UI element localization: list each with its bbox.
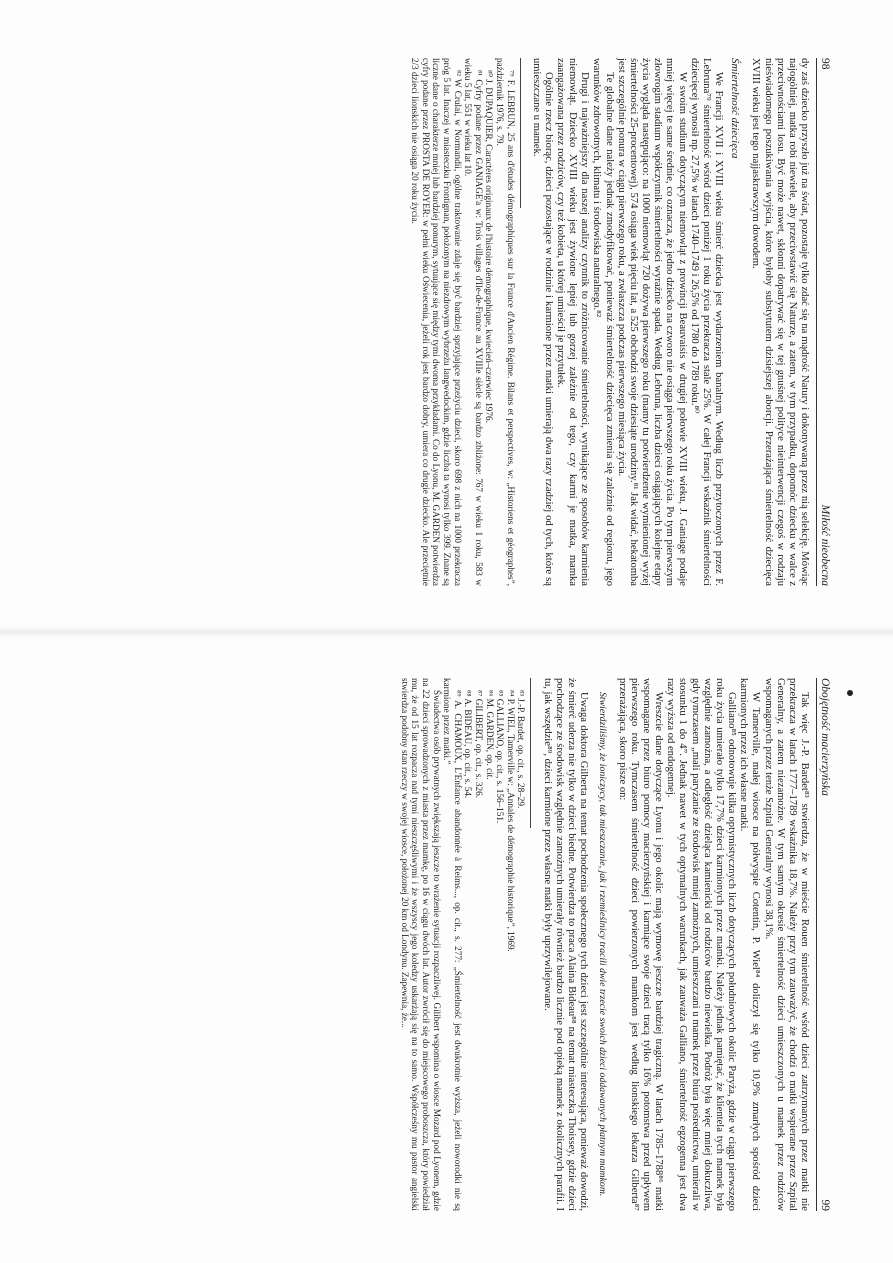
right-page (0, 632, 893, 1263)
paragraph: Uwaga doktora Gilberta na temat pochodzenia społecznego tych dzieci jest szczególnie interesująca, ponieważ dowodzi, że śmierć uderza nie tylko w dzieci biedne. Potwierdza to praca Alaina Bideau⁸⁸ na temat miasteczka Thoissey, gdzie dzieci pochodzące ze środowisk względnie zamożnych umierały również bardzo licznie pod opieką mamek z okolicznych parafii. I tu, jak wszędzie⁸⁹, dzieci karmione przez własne matki były uprzywilejowane. (541, 678, 589, 1211)
paragraph: W Tamerville, małej wiosce na półwyspie Cotentin, P. Wiel⁸⁴ doliczył się tylko 10,9% zmarłych spośród dzieci karmionych przez ich własne matki. (738, 678, 762, 1211)
left-footnotes (410, 58, 516, 586)
block-quote: Stwierdziliśmy, że ioniczycy, tak mieszczanie, jak i rzemieślnicy tracili dwie trzecie swoich dzieci oddawanych płatnym mamkom. (597, 692, 609, 1197)
paragraph: We Francji XVII i XVIII wieku śmierć dziecka jest wydarzeniem banalnym. Według liczb przytoczonych przez F. Lebruna⁷⁹ śmiertelność wśród dzieci poniżej 1 roku życia przekracza stale 25%. W całej Francji wskaźnik śmiertelności dziecięcej wynosił np. 27,5% w latach 1740–1749 i 26,5% od 1780 do 1789 roku.⁸⁰ (688, 58, 725, 586)
paragraph: Drugi i najważniejszy dla naszej analizy czynnik to zróżnicowanie śmiertelności, wynikające ze sposobów karmienia niemowląt. Dziecko XVIII wieku jest żywione lepiej lub gorzej zależnie od tego, czy karmi je matka, mamka zaangażowana przez rodziców, czy też kobieta, u której umieścił je przytułek. (555, 58, 591, 586)
footnote: ⁸⁴ P. WIEL, Tamerville w: „Annales de démographie historique”, 1969. (505, 690, 516, 952)
footnote: Świadectwa osób prywatnych zwiększają jeszcze to wrażenie sytuacji rozpaczliwej. Gilibert wspomina o wiosce Mozard pod Lyonem, gdzie na 22 dzieci sprowadzonych z miasta przez mamkę, po 16 w ciągu dwóch lat. Autor zwrócił się do miejscowego proboszcza, który powiedział mu, że od 15 lat rozpacza nad tymi nieszczęśliwymi i że wszyscy jego koledzy uskarżają się na to samo. Współcześny mu pastor angielski stwierdza podobny stan rzeczy w swojej wiosce, położonej 20 km od Londynu. Zapewnia, że... (399, 678, 442, 1211)
footnote: ⁸² W Crulai, w Normandii, ogólne traktowanie zdaje się być bardziej sprzyjające przeżyciu dzieci, skoro 698 z nich na 1000 przekracza próg 5 lat. Inaczej w miasteczku Frontignan, położonym na niezdrowym wybrzeżu langwedockim, gdzie liczba ta wynosi tylko 399. Znane są liczne dane o charakterze mniej lub bardziej ponurym, sytuujące się między tymi dwoma przykładami. Co do Lyonu, M. GARDEN potwierdza cyfry podane przez PROSTA DE ROYER: w pełni wieku Oświecenia, jeżeli rok jest bardzo dobry, umiera co drugie dziecko. Ale przeciętnie 2/3 dzieci lionskich nie osiąga 20 roku życia. (410, 58, 463, 586)
footnote: ⁸⁹ A. CHAMOUX, L'Enfance abandonnée à Reims..., op. cit., s. 277: „Śmiertelność jest dwukrotnie wyższa, jeżeli noworodki nie są karmione przez matki.” (442, 678, 463, 1211)
footnote: ⁸⁵ GALLIANO, op. cit., s. 156–151. (495, 690, 506, 824)
left-running-header (816, 58, 831, 586)
footnote-divider (520, 58, 521, 208)
footnote: ⁸⁰ J. DUPAQUIER, Caractères originaux de l'histoire démographique, kwiecień–czerwiec 1976. (484, 70, 495, 423)
paragraph: Galliano⁸⁵ odnotowuje kilka optymistycznych liczb dotyczących południowych okolic Paryża, gdzie w ciągu pierwszego roku życia umierało tylko 17,7% dzieci karmionych przez mamki. Należy jednak pamiętać, że klientela tych mamek była względnie zamożna, a odległość dzieląca kamienicki od rodziców bardzo niewielka. Podróż była więc mniej dokuczliwa, gdy tymczasem „mali paryżanie ze środowisk mniej zamożnych, umieszczani u mamek przez biura pośrednictwa, umierali w stosunku 1 do 4”. Jednak nawet w tych optymalnych warunkach, jak zauważa Galliano, śmiertelność egzogenna jest dwa razy wyższa od endogennej. (665, 678, 738, 1211)
footnote: ⁸⁶ M. GARDEN, op. cit. (484, 690, 495, 780)
footnote: ⁸⁸ A. BIDEAU, op. cit., s. 54. (463, 690, 474, 799)
right-body-text (540, 678, 810, 1211)
paragraph: Wreszcie dane dotyczące Lyonu i jego okolic mają wymowę jeszcze bardziej tragiczną. W latach 1785–1788⁸⁶ matki wspomagane przez biuro pomocy macierzyńskiej i karmiące swoje dzieci tracą tylko 16% potomstwa przed upływem pierwszego roku. Tymczasem śmiertelność dzieci powierzonych mamkom jest według lionskiego lekarza Gilberta⁸⁷ przerażająca, skoro pisze on: (616, 678, 665, 1211)
footnote-divider (530, 678, 531, 828)
footnote: ⁸³ J.-P. Bardet, op. cit., s. 28–29. (516, 690, 527, 809)
right-running-title: Obojętność macierzyńska (819, 678, 831, 796)
paragraph: Tak więc J.-P. Bardet⁸³ stwierdza, że w mieście Rouen śmiertelność wśród dzieci zatrzymanych przez matki nie przekracza w latach 1777–1789 wskaźnika 18,7%. Należy przy tym zauważyć, że chodzi o matki wspierane przez Szpital Generalny, a zatem niezamożne. W tym samym okresie śmiertelność dzieci umieszczonych u mamek przez rodziców wspomaganych przez tenże Szpital Generalny wynosi 38,1%. (762, 678, 810, 1211)
paragraph: Te globalne dane należy jednak zmodyfikować, ponieważ śmiertelność dziecięca zmienia się zależnie od regionu, jego warunków zdrowotnych, klimatu i środowiska naturalnego.⁸² (591, 58, 615, 586)
section-heading: Śmiertelność dziecięca (729, 58, 742, 159)
paragraph: dy zaś dziecko przyszło już na świat, pozostaje tylko zdać się na mądrość Natury i dokonywaną przez nią selekcję. Mówiąc najogólniej, matka robi niewiele, aby przeciwstawić się Naturze, a zatem, w tym przypadku, dopomóc dziecku w walce z przeciwnościami losu. Być może nawet, skłonni dopatrywać się w tej gnuśnej polityce nieinterwencji czegoś w rodzaju nieświadomego poszukiwania wyjścia, które byłoby substytutem dzisiejszej aborcji. Przerażająca śmiertelność dziecięca XVIII wieku jest tego najjaskrawszym dowodem. (750, 58, 810, 586)
right-running-header (816, 678, 831, 1211)
left-running-title: Miłość nieobecna (819, 504, 831, 586)
footnote: ⁸¹ Cyfry podane przez GANIAGE'a w: Trois villages d'Ile-de-France au XVIIIe siècle są bardzo zbliżone: 767 w wieku 1 roku, 583 w wieku 5 lat, 551 w wieku lat 10. (463, 58, 484, 586)
right-page-number: 99 (819, 1199, 831, 1211)
paragraph: Ogólnie rzecz biorąc, dzieci pozostające w rodzinie i karmione przez matki umierają dwa razy rzadziej od tych, które są umieszczane u mamek. (530, 58, 554, 586)
left-body-text (530, 58, 810, 586)
right-footnotes (399, 678, 526, 1211)
footnote: ⁸⁷ GILIBERT, op. cit., s. 326. (474, 690, 484, 799)
left-page-number: 98 (819, 58, 831, 70)
footnote: ⁷⁹ F. LEBRUN, 25 ans d'études démographiques sur la France d'Ancien Régime. Bilans et perspectives, w: „Historiens et géographes”, październik 1976, s. 79. (494, 58, 516, 586)
paragraph: W swoim studium dotyczącym niemowląt z prowincji Beauvaisis w drugiej połowie XVIII wieku, J. Ganiage podaje mniej więcej te same średnie, co oznacza, że jedno dziecko na czworo nie osiąga pierwszego roku życia. Po tym pierwszym złowrogim stadium współczynnik śmiertelności wyraźnie spada. Według Lebruna, liczba dzieci osiągających kolejne etapy życia wygląda następująco: na 1000 niemowląt 720 dożywa pierwszego roku (mamy tu potwierdzenie wymienionej wyżej śmiertelności 25-procentowej), 574 osiąga wiek pięciu lat, a 525 obchodzi swoje dziesiąte urodziny.⁸¹ Jak widać, hekatomba jest szczególnie ponura w ciągu pierwszego roku, a zwłaszcza podczas pierwszego miesiąca życia. (615, 58, 688, 586)
